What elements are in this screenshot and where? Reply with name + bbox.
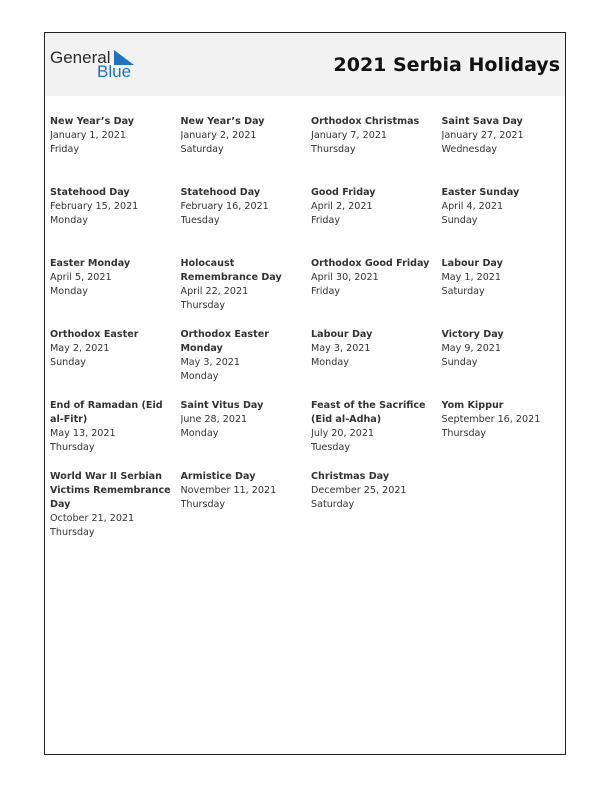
holiday-entry [50, 115, 181, 186]
holiday-date: December 25, 2021 [311, 485, 407, 496]
holiday-weekday: Thursday [311, 144, 356, 155]
holiday-weekday: Thursday [180, 300, 226, 311]
holiday-entry [311, 399, 442, 470]
holiday-name: Orthodox Easter [50, 329, 139, 340]
holiday-entry [181, 257, 312, 328]
holiday-entry [50, 328, 181, 399]
holiday-entry [311, 470, 442, 541]
holiday-date: November 11, 2021 [180, 485, 277, 496]
holiday-date: May 1, 2021 [441, 272, 502, 283]
holiday-weekday: Friday [311, 286, 341, 297]
holiday-name: Feast of the Sacrifice (Eid al-Adha) [311, 400, 426, 425]
holiday-entry [50, 257, 181, 328]
holiday-entry [181, 399, 312, 470]
logo-general-text: General [50, 48, 111, 67]
holiday-name: New Year’s Day [180, 116, 265, 127]
page-frame [44, 32, 566, 755]
holiday-name: Labour Day [311, 329, 373, 340]
holiday-name: Easter Sunday [441, 187, 520, 198]
holiday-weekday: Sunday [441, 357, 478, 368]
holiday-entry [181, 328, 312, 399]
holiday-date: April 30, 2021 [311, 272, 379, 283]
holiday-entry [442, 399, 566, 470]
holiday-name: New Year’s Day [50, 116, 135, 127]
holiday-entry [50, 186, 181, 257]
holiday-weekday: Monday [311, 357, 349, 368]
holiday-weekday: Saturday [180, 144, 224, 155]
holiday-weekday: Thursday [50, 442, 95, 453]
holiday-entry [442, 186, 566, 257]
holiday-entry [442, 115, 566, 186]
header [45, 33, 565, 96]
holiday-weekday: Tuesday [180, 215, 220, 226]
holiday-weekday: Saturday [311, 499, 355, 510]
holiday-name: World War II Serbian Victims Remembrance Day [50, 471, 171, 510]
holiday-entry [311, 257, 442, 328]
holiday-entry [442, 328, 566, 399]
holiday-name: Saint Vitus Day [180, 400, 264, 411]
holiday-weekday: Monday [180, 428, 219, 439]
holiday-date: September 16, 2021 [441, 414, 541, 425]
holiday-date: April 2, 2021 [311, 201, 373, 212]
holiday-weekday: Friday [50, 144, 80, 155]
holiday-name: Armistice Day [180, 471, 256, 482]
holiday-weekday: Sunday [50, 357, 86, 368]
holiday-date: June 28, 2021 [180, 414, 248, 425]
holiday-weekday: Sunday [441, 215, 478, 226]
holiday-entry [311, 115, 442, 186]
holiday-name: Saint Sava Day [441, 116, 523, 127]
holiday-entry [181, 115, 312, 186]
holiday-name: Orthodox Christmas [311, 116, 420, 127]
holiday-date: May 3, 2021 [180, 357, 241, 368]
holiday-weekday: Saturday [441, 286, 485, 297]
holiday-date: April 4, 2021 [441, 201, 504, 212]
holiday-name: Statehood Day [50, 187, 130, 198]
holiday-date: May 2, 2021 [50, 343, 110, 354]
holiday-weekday: Thursday [180, 499, 226, 510]
holiday-weekday: Thursday [441, 428, 487, 439]
holiday-weekday: Monday [50, 286, 88, 297]
holiday-name: Labour Day [441, 258, 503, 269]
holiday-name: Orthodox Good Friday [311, 258, 430, 269]
holiday-name: Holocaust Remembrance Day [180, 258, 282, 283]
holiday-date: January 1, 2021 [50, 130, 127, 141]
holiday-name: End of Ramadan (Eid al-Fitr) [50, 400, 163, 425]
holiday-weekday: Monday [180, 371, 219, 382]
holiday-entry [181, 186, 312, 257]
holiday-name: Victory Day [441, 329, 504, 340]
holiday-entry [311, 328, 442, 399]
holiday-entry [311, 186, 442, 257]
holiday-weekday: Monday [50, 215, 88, 226]
holiday-date: July 20, 2021 [311, 428, 375, 439]
holiday-date: May 3, 2021 [311, 343, 371, 354]
holiday-date: April 5, 2021 [50, 272, 112, 283]
page-title: 2021 Serbia Holidays [333, 54, 560, 76]
holiday-date: January 7, 2021 [311, 130, 388, 141]
logo-blue-text: Blue [97, 62, 132, 81]
holiday-entry [50, 470, 181, 541]
holiday-entry [442, 257, 566, 328]
holiday-date: May 13, 2021 [50, 428, 116, 439]
holiday-date: January 2, 2021 [180, 130, 257, 141]
generalblue-logo [50, 48, 140, 82]
holiday-name: Good Friday [311, 187, 376, 198]
holiday-grid [50, 115, 566, 541]
holiday-date: February 15, 2021 [50, 201, 139, 212]
holiday-date: April 22, 2021 [180, 286, 249, 297]
holiday-name: Christmas Day [311, 471, 390, 482]
holiday-weekday: Tuesday [311, 442, 351, 453]
holiday-entry [50, 399, 181, 470]
holiday-date: February 16, 2021 [180, 201, 269, 212]
holiday-weekday: Thursday [50, 527, 95, 538]
holiday-date: January 27, 2021 [441, 130, 524, 141]
holiday-date: May 9, 2021 [441, 343, 502, 354]
holiday-weekday: Friday [311, 215, 341, 226]
holiday-name: Orthodox Easter Monday [180, 329, 269, 354]
holiday-name: Easter Monday [50, 258, 131, 269]
holiday-entry [181, 470, 312, 541]
holiday-date: October 21, 2021 [50, 513, 135, 524]
holiday-weekday: Wednesday [441, 144, 498, 155]
holiday-name: Statehood Day [180, 187, 261, 198]
holiday-name: Yom Kippur [441, 400, 504, 411]
